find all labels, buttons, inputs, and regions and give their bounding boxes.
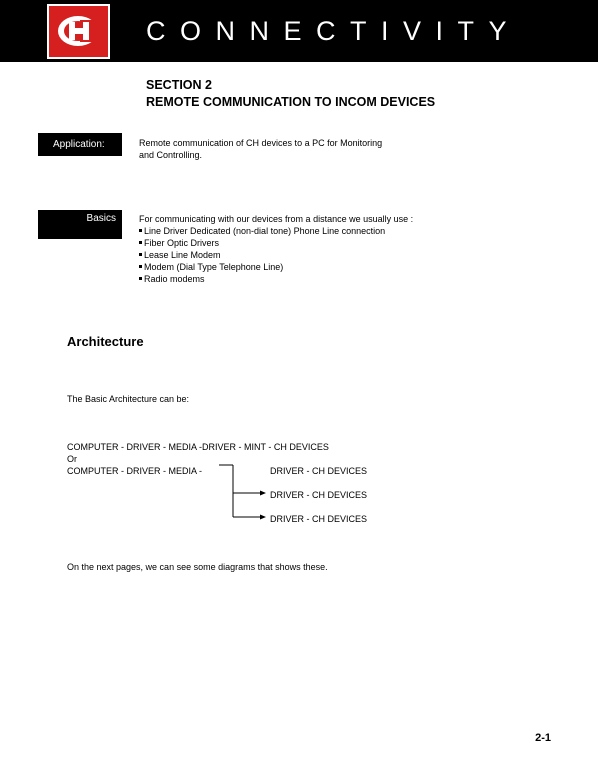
architecture-line-2: COMPUTER - DRIVER - MEDIA - [67, 466, 203, 476]
architecture-heading: Architecture [67, 334, 144, 349]
section-number: SECTION 2 [146, 78, 212, 92]
architecture-footer: On the next pages, we can see some diagrams that shows these. [67, 562, 328, 572]
brand-title: CONNECTIVITY [146, 16, 522, 46]
list-item: Fiber Optic Drivers [139, 237, 469, 249]
list-item: Lease Line Modem [139, 249, 469, 261]
list-item: Line Driver Dedicated (non-dial tone) Phone Line connection [139, 225, 469, 237]
architecture-line-1: COMPUTER - DRIVER - MEDIA -DRIVER - MINT - CH DEVICES [67, 442, 329, 452]
application-text: Remote communication of CH devices to a PC for Monitoring and Controlling. [139, 138, 383, 160]
page-number: 2-1 [535, 732, 551, 744]
basics-label: Basics [86, 213, 116, 224]
list-item: Radio modems [139, 273, 469, 285]
architecture-or: Or [67, 454, 77, 464]
section-title: REMOTE COMMUNICATION TO INCOM DEVICES [146, 95, 436, 109]
architecture-intro: The Basic Architecture can be: [67, 394, 190, 404]
branch-2: DRIVER - CH DEVICES [270, 490, 368, 500]
application-label: Application: [53, 139, 105, 150]
list-item: Modem (Dial Type Telephone Line) [139, 261, 469, 273]
branch-1: DRIVER - CH DEVICES [270, 466, 368, 476]
basics-intro: For communicating with our devices from a distance we usually use : [139, 214, 414, 224]
branch-3: DRIVER - CH DEVICES [270, 514, 368, 524]
